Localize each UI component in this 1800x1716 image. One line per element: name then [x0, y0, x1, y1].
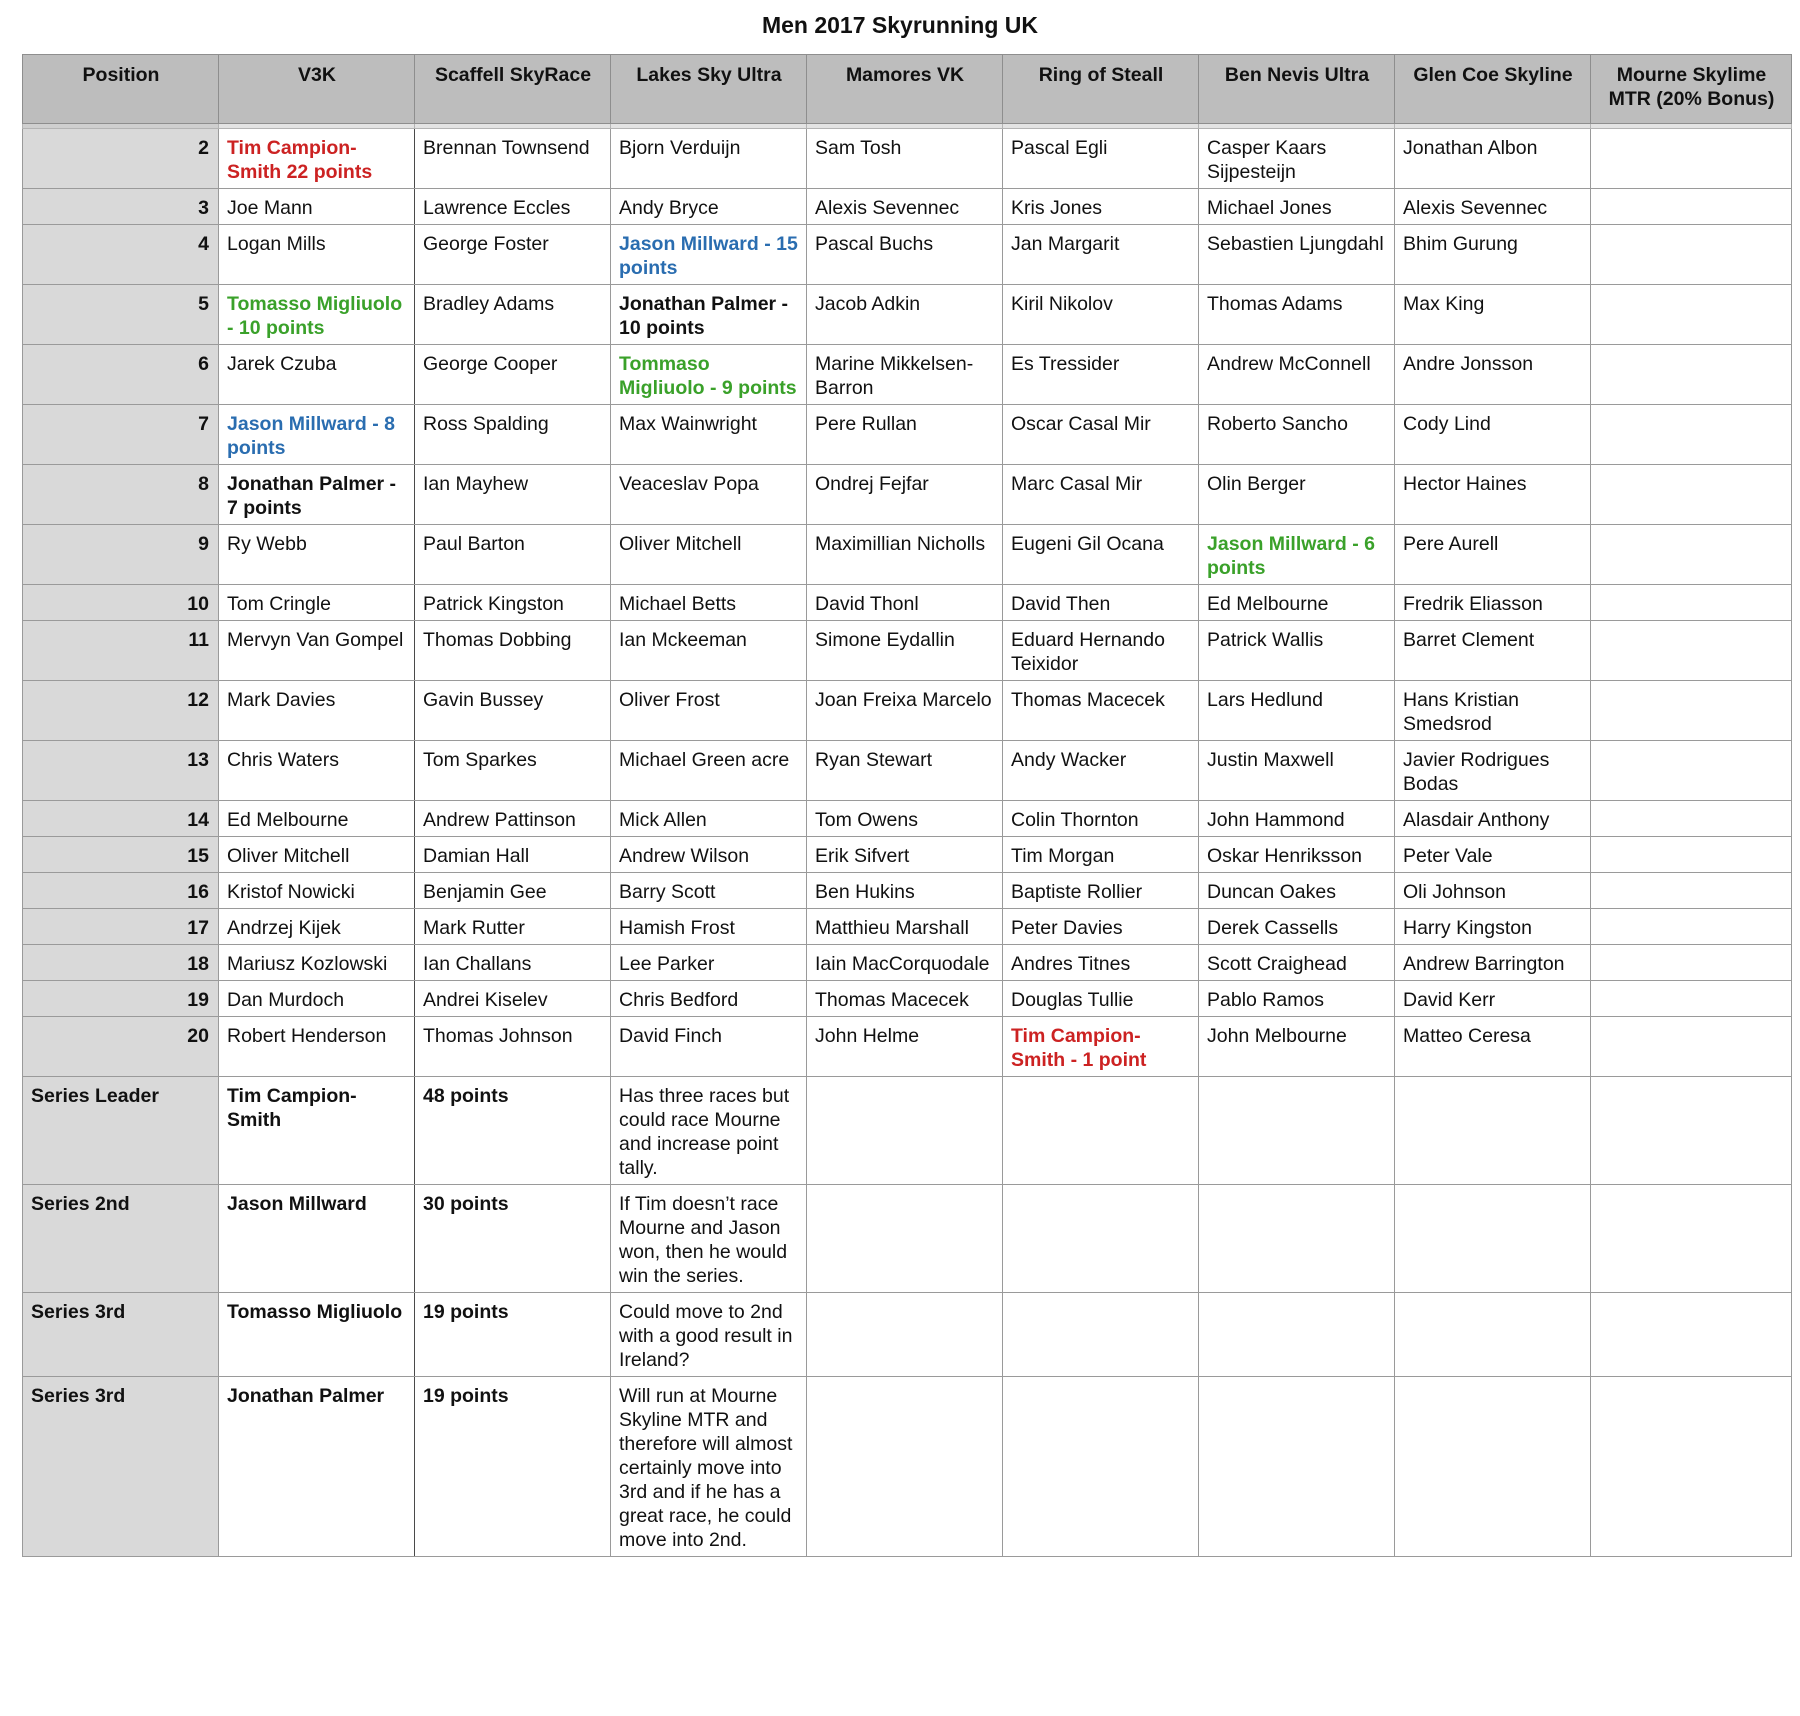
result-cell — [1591, 285, 1792, 345]
result-cell: Tim Morgan — [1003, 837, 1199, 873]
result-cell: Michael Jones — [1199, 189, 1395, 225]
result-cell: Bhim Gurung — [1395, 225, 1591, 285]
table-row — [23, 465, 1792, 525]
result-cell: Lawrence Eccles — [415, 189, 611, 225]
summary-row — [23, 1077, 1792, 1185]
result-cell: Chris Waters — [219, 741, 415, 801]
result-cell: Eugeni Gil Ocana — [1003, 525, 1199, 585]
result-cell: Mervyn Van Gompel — [219, 621, 415, 681]
empty-cell — [807, 1185, 1003, 1293]
result-cell: Mariusz Kozlowski — [219, 945, 415, 981]
table-row — [23, 585, 1792, 621]
result-cell: Bradley Adams — [415, 285, 611, 345]
summary-name: Jonathan Palmer — [219, 1377, 415, 1557]
result-cell: Alexis Sevennec — [807, 189, 1003, 225]
result-cell: Hector Haines — [1395, 465, 1591, 525]
position-cell: 14 — [23, 801, 219, 837]
empty-cell — [1199, 1293, 1395, 1377]
result-cell — [1591, 837, 1792, 873]
position-cell: 5 — [23, 285, 219, 345]
result-cell: Jason Millward - 15 points — [611, 225, 807, 285]
result-cell: David Kerr — [1395, 981, 1591, 1017]
empty-cell — [1199, 1185, 1395, 1293]
result-cell: Robert Henderson — [219, 1017, 415, 1077]
position-cell: 19 — [23, 981, 219, 1017]
summary-points: 48 points — [415, 1077, 611, 1185]
table-row — [23, 681, 1792, 741]
summary-points: 19 points — [415, 1293, 611, 1377]
table-body — [23, 124, 1792, 1557]
page-title: Men 2017 Skyrunning UK — [761, 12, 1039, 38]
empty-cell — [807, 1377, 1003, 1557]
result-cell: Maximillian Nicholls — [807, 525, 1003, 585]
column-header: Lakes Sky Ultra — [611, 55, 807, 124]
column-header: V3K — [219, 55, 415, 124]
result-cell: Es Tressider — [1003, 345, 1199, 405]
summary-name: Jason Millward — [219, 1185, 415, 1293]
result-cell: Max King — [1395, 285, 1591, 345]
empty-cell — [807, 1293, 1003, 1377]
result-cell: Thomas Macecek — [807, 981, 1003, 1017]
result-cell: Matteo Ceresa — [1395, 1017, 1591, 1077]
result-cell: Tommaso Migliuolo - 9 points — [611, 345, 807, 405]
position-cell: 15 — [23, 837, 219, 873]
position-cell: 8 — [23, 465, 219, 525]
result-cell: Cody Lind — [1395, 405, 1591, 465]
empty-cell — [1003, 1377, 1199, 1557]
result-cell: Andrei Kiselev — [415, 981, 611, 1017]
result-cell: Colin Thornton — [1003, 801, 1199, 837]
result-cell: Chris Bedford — [611, 981, 807, 1017]
summary-name: Tomasso Migliuolo — [219, 1293, 415, 1377]
table-row — [23, 909, 1792, 945]
result-cell: Max Wainwright — [611, 405, 807, 465]
summary-note: If Tim doesn’t race Mourne and Jason won, then he would win the series. — [611, 1185, 807, 1293]
result-cell — [1591, 345, 1792, 405]
result-cell: Roberto Sancho — [1199, 405, 1395, 465]
table-row — [23, 981, 1792, 1017]
table-row — [23, 945, 1792, 981]
table-row — [23, 225, 1792, 285]
result-cell: Hans Kristian Smedsrod — [1395, 681, 1591, 741]
result-cell: John Hammond — [1199, 801, 1395, 837]
position-cell: 2 — [23, 129, 219, 189]
column-header: Ring of Steall — [1003, 55, 1199, 124]
position-cell: 13 — [23, 741, 219, 801]
result-cell: Thomas Adams — [1199, 285, 1395, 345]
result-cell — [1591, 585, 1792, 621]
result-cell: Ed Melbourne — [219, 801, 415, 837]
table-row — [23, 405, 1792, 465]
result-cell: Joan Freixa Marcelo — [807, 681, 1003, 741]
result-cell: Tim Campion-Smith 22 points — [219, 129, 415, 189]
result-cell: Jonathan Palmer - 7 points — [219, 465, 415, 525]
empty-cell — [1003, 1293, 1199, 1377]
position-cell: 9 — [23, 525, 219, 585]
empty-cell — [1003, 1077, 1199, 1185]
empty-cell — [1591, 1377, 1792, 1557]
table-row — [23, 837, 1792, 873]
result-cell: Eduard Hernando Teixidor — [1003, 621, 1199, 681]
result-cell: Mark Davies — [219, 681, 415, 741]
position-cell: 4 — [23, 225, 219, 285]
result-cell: Marine Mikkelsen-Barron — [807, 345, 1003, 405]
result-cell — [1591, 873, 1792, 909]
position-cell: 6 — [23, 345, 219, 405]
result-cell: Mick Allen — [611, 801, 807, 837]
result-cell: Jason Millward - 8 points — [219, 405, 415, 465]
result-cell: Lee Parker — [611, 945, 807, 981]
result-cell — [1591, 945, 1792, 981]
result-cell: Damian Hall — [415, 837, 611, 873]
summary-name: Tim Campion-Smith — [219, 1077, 415, 1185]
result-cell: Thomas Dobbing — [415, 621, 611, 681]
empty-cell — [1199, 1077, 1395, 1185]
result-cell: Patrick Wallis — [1199, 621, 1395, 681]
result-cell: Baptiste Rollier — [1003, 873, 1199, 909]
result-cell: Thomas Johnson — [415, 1017, 611, 1077]
result-cell: Andrew Pattinson — [415, 801, 611, 837]
result-cell: Sebastien Ljungdahl — [1199, 225, 1395, 285]
result-cell — [1591, 681, 1792, 741]
summary-note: Could move to 2nd with a good result in Ireland? — [611, 1293, 807, 1377]
result-cell: Oskar Henriksson — [1199, 837, 1395, 873]
result-cell: Joe Mann — [219, 189, 415, 225]
result-cell: John Helme — [807, 1017, 1003, 1077]
result-cell: Ben Hukins — [807, 873, 1003, 909]
result-cell: Jarek Czuba — [219, 345, 415, 405]
result-cell: Andy Bryce — [611, 189, 807, 225]
table-row — [23, 345, 1792, 405]
result-cell: Benjamin Gee — [415, 873, 611, 909]
result-cell: Peter Vale — [1395, 837, 1591, 873]
empty-cell — [1199, 1377, 1395, 1557]
result-cell: Marc Casal Mir — [1003, 465, 1199, 525]
result-cell: Tim Campion-Smith - 1 point — [1003, 1017, 1199, 1077]
summary-label: Series 3rd — [23, 1377, 219, 1557]
result-cell: Brennan Townsend — [415, 129, 611, 189]
position-cell: 12 — [23, 681, 219, 741]
result-cell: Andres Titnes — [1003, 945, 1199, 981]
result-cell: Andre Jonsson — [1395, 345, 1591, 405]
result-cell — [1591, 405, 1792, 465]
position-cell: 3 — [23, 189, 219, 225]
summary-label: Series Leader — [23, 1077, 219, 1185]
result-cell: Simone Eydallin — [807, 621, 1003, 681]
result-cell — [1591, 1017, 1792, 1077]
result-cell — [1591, 741, 1792, 801]
result-cell: Harry Kingston — [1395, 909, 1591, 945]
result-cell: Kiril Nikolov — [1003, 285, 1199, 345]
summary-row — [23, 1377, 1792, 1557]
result-cell: Ian Challans — [415, 945, 611, 981]
result-cell — [1591, 801, 1792, 837]
result-cell: Tom Cringle — [219, 585, 415, 621]
result-cell — [1591, 465, 1792, 525]
column-header: Glen Coe Skyline — [1395, 55, 1591, 124]
empty-cell — [1395, 1077, 1591, 1185]
result-cell: Alasdair Anthony — [1395, 801, 1591, 837]
position-cell: 10 — [23, 585, 219, 621]
result-cell — [1591, 189, 1792, 225]
result-cell: Derek Cassells — [1199, 909, 1395, 945]
result-cell: Ed Melbourne — [1199, 585, 1395, 621]
result-cell: Paul Barton — [415, 525, 611, 585]
result-cell: Iain MacCorquodale — [807, 945, 1003, 981]
position-cell: 11 — [23, 621, 219, 681]
summary-label: Series 2nd — [23, 1185, 219, 1293]
result-cell: Andrew Wilson — [611, 837, 807, 873]
result-cell: Oscar Casal Mir — [1003, 405, 1199, 465]
result-cell: Michael Green acre — [611, 741, 807, 801]
result-cell: Javier Rodrigues Bodas — [1395, 741, 1591, 801]
empty-cell — [807, 1077, 1003, 1185]
result-cell: Barret Clement — [1395, 621, 1591, 681]
summary-row — [23, 1293, 1792, 1377]
result-cell: Oliver Mitchell — [219, 837, 415, 873]
result-cell — [1591, 525, 1792, 585]
result-cell: Bjorn Verduijn — [611, 129, 807, 189]
result-cell: Andrew McConnell — [1199, 345, 1395, 405]
position-cell: 18 — [23, 945, 219, 981]
table-row — [23, 621, 1792, 681]
result-cell: Casper Kaars Sijpesteijn — [1199, 129, 1395, 189]
result-cell: Veaceslav Popa — [611, 465, 807, 525]
result-cell: Erik Sifvert — [807, 837, 1003, 873]
result-cell: Matthieu Marshall — [807, 909, 1003, 945]
position-cell: 17 — [23, 909, 219, 945]
result-cell: Lars Hedlund — [1199, 681, 1395, 741]
summary-points: 30 points — [415, 1185, 611, 1293]
result-cell: Pere Aurell — [1395, 525, 1591, 585]
position-cell: 7 — [23, 405, 219, 465]
summary-note: Will run at Mourne Skyline MTR and therefore will almost certainly move into 3rd and if he has a great race, he could move into 2nd. — [611, 1377, 807, 1557]
result-cell: Peter Davies — [1003, 909, 1199, 945]
result-cell: Pascal Buchs — [807, 225, 1003, 285]
result-cell: Oliver Frost — [611, 681, 807, 741]
result-cell: Ross Spalding — [415, 405, 611, 465]
result-cell: John Melbourne — [1199, 1017, 1395, 1077]
result-cell: Tomasso Migliuolo - 10 points — [219, 285, 415, 345]
result-cell: Duncan Oakes — [1199, 873, 1395, 909]
result-cell: Patrick Kingston — [415, 585, 611, 621]
empty-cell — [1395, 1293, 1591, 1377]
result-cell: Tom Owens — [807, 801, 1003, 837]
result-cell: Dan Murdoch — [219, 981, 415, 1017]
result-cell — [1591, 909, 1792, 945]
result-cell: Kris Jones — [1003, 189, 1199, 225]
position-cell: 20 — [23, 1017, 219, 1077]
empty-cell — [1395, 1377, 1591, 1557]
result-cell: Olin Berger — [1199, 465, 1395, 525]
result-cell: David Thonl — [807, 585, 1003, 621]
result-cell: Oli Johnson — [1395, 873, 1591, 909]
result-cell: David Finch — [611, 1017, 807, 1077]
result-cell: Andrew Barrington — [1395, 945, 1591, 981]
empty-cell — [1591, 1293, 1792, 1377]
result-cell — [1591, 621, 1792, 681]
result-cell: Oliver Mitchell — [611, 525, 807, 585]
result-cell: Michael Betts — [611, 585, 807, 621]
position-cell: 16 — [23, 873, 219, 909]
result-cell: Pascal Egli — [1003, 129, 1199, 189]
table-row — [23, 873, 1792, 909]
table-row — [23, 129, 1792, 189]
result-cell: Andy Wacker — [1003, 741, 1199, 801]
result-cell: Pablo Ramos — [1199, 981, 1395, 1017]
result-cell: Justin Maxwell — [1199, 741, 1395, 801]
result-cell — [1591, 225, 1792, 285]
empty-cell — [1591, 1185, 1792, 1293]
result-cell: Hamish Frost — [611, 909, 807, 945]
result-cell: Jan Margarit — [1003, 225, 1199, 285]
results-table — [22, 54, 1792, 1557]
table-row — [23, 525, 1792, 585]
header-row — [23, 55, 1792, 124]
result-cell: Alexis Sevennec — [1395, 189, 1591, 225]
result-cell: Jason Millward - 6 points — [1199, 525, 1395, 585]
empty-cell — [1003, 1185, 1199, 1293]
result-cell: David Then — [1003, 585, 1199, 621]
empty-cell — [1591, 1077, 1792, 1185]
result-cell — [1591, 129, 1792, 189]
result-cell: Thomas Macecek — [1003, 681, 1199, 741]
result-cell: Barry Scott — [611, 873, 807, 909]
summary-label: Series 3rd — [23, 1293, 219, 1377]
column-header: Mamores VK — [807, 55, 1003, 124]
result-cell: Ian Mayhew — [415, 465, 611, 525]
summary-points: 19 points — [415, 1377, 611, 1557]
column-header: Ben Nevis Ultra — [1199, 55, 1395, 124]
result-cell: Tom Sparkes — [415, 741, 611, 801]
result-cell: Jonathan Albon — [1395, 129, 1591, 189]
result-cell: Ian Mckeeman — [611, 621, 807, 681]
summary-note: Has three races but could race Mourne and increase point tally. — [611, 1077, 807, 1185]
result-cell: Jacob Adkin — [807, 285, 1003, 345]
table-row — [23, 1017, 1792, 1077]
table-row — [23, 801, 1792, 837]
result-cell: Sam Tosh — [807, 129, 1003, 189]
result-cell: Mark Rutter — [415, 909, 611, 945]
result-cell: Logan Mills — [219, 225, 415, 285]
result-cell: Fredrik Eliasson — [1395, 585, 1591, 621]
result-cell — [1591, 981, 1792, 1017]
table-row — [23, 189, 1792, 225]
empty-cell — [1395, 1185, 1591, 1293]
summary-row — [23, 1185, 1792, 1293]
table-row — [23, 741, 1792, 801]
result-cell: Ondrej Fejfar — [807, 465, 1003, 525]
column-header: Mourne Skylime MTR (20% Bonus) — [1591, 55, 1792, 124]
result-cell: Douglas Tullie — [1003, 981, 1199, 1017]
result-cell: Ryan Stewart — [807, 741, 1003, 801]
result-cell: George Cooper — [415, 345, 611, 405]
result-cell: Gavin Bussey — [415, 681, 611, 741]
table-row — [23, 285, 1792, 345]
result-cell: Jonathan Palmer - 10 points — [611, 285, 807, 345]
result-cell: Kristof Nowicki — [219, 873, 415, 909]
result-cell: Scott Craighead — [1199, 945, 1395, 981]
result-cell: Andrzej Kijek — [219, 909, 415, 945]
result-cell: Ry Webb — [219, 525, 415, 585]
column-header: Scaffell SkyRace — [415, 55, 611, 124]
result-cell: Pere Rullan — [807, 405, 1003, 465]
column-header: Position — [23, 55, 219, 124]
result-cell: George Foster — [415, 225, 611, 285]
